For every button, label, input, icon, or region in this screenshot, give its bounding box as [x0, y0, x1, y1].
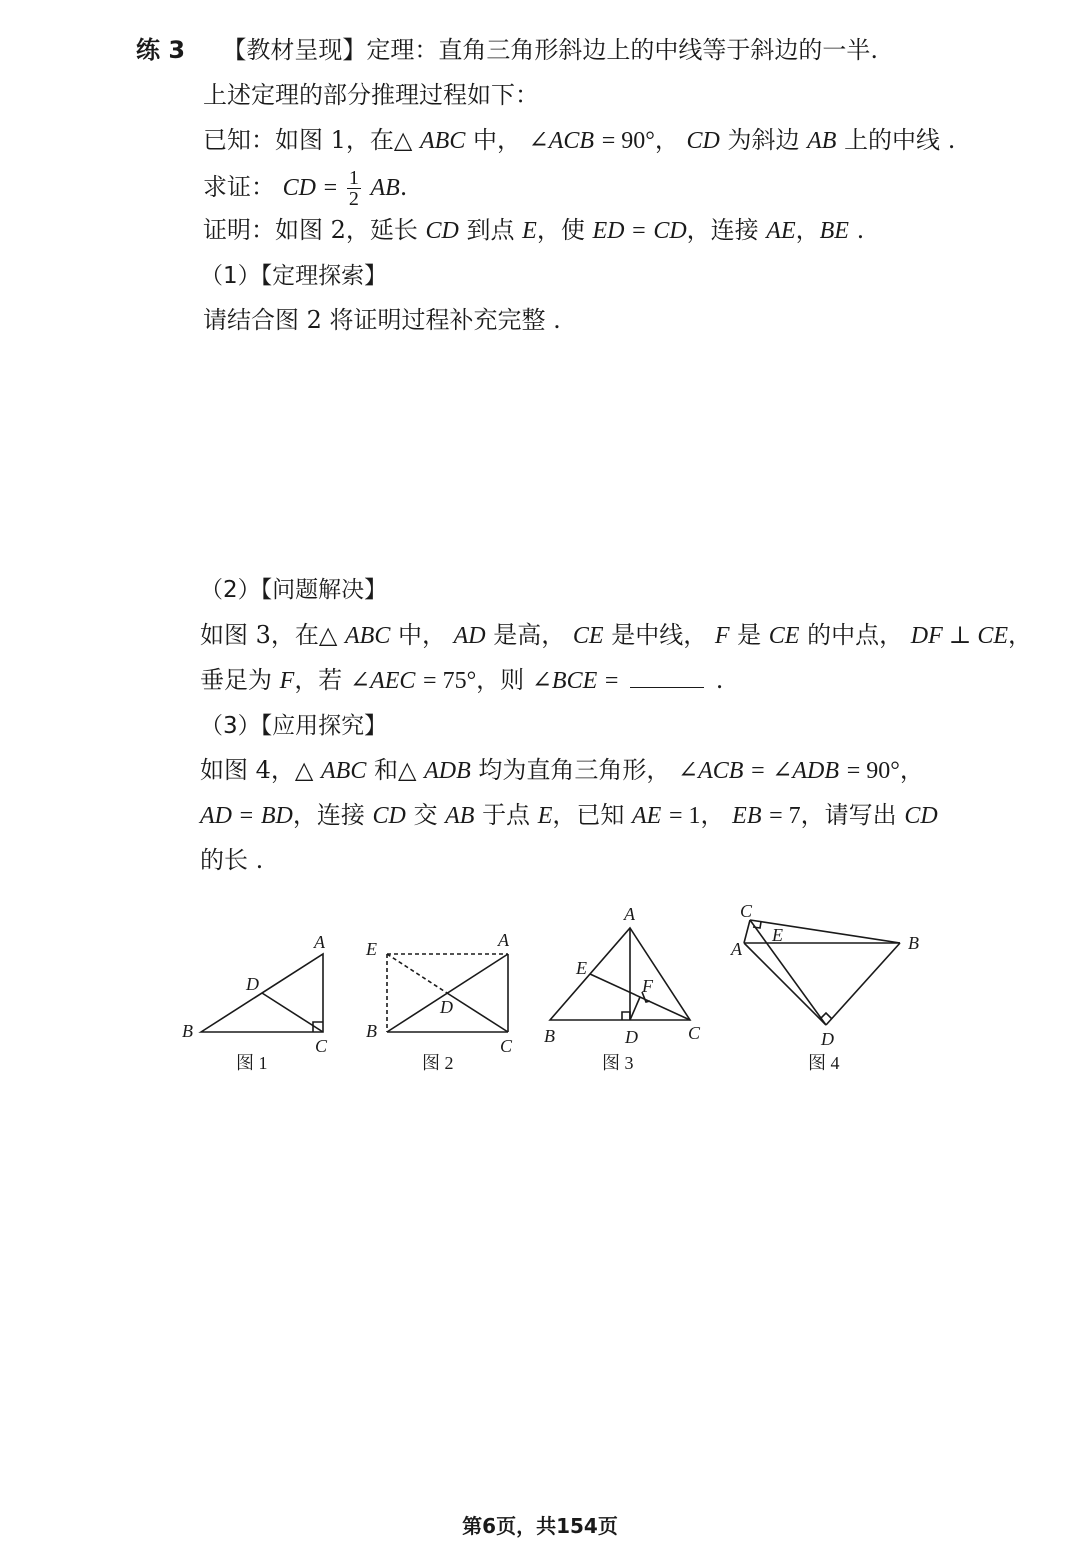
part3-text: 均为直角三角形， — [478, 756, 671, 784]
math-expr: CD — [372, 803, 406, 829]
prove-text: . — [399, 173, 408, 201]
fig4-segment-ad — [744, 943, 826, 1025]
fig1-label-b: B — [182, 1021, 193, 1041]
part3-text: 交 — [413, 801, 438, 829]
fig1-caption: 图 1 — [236, 1053, 268, 1073]
fig2-segment-ed — [387, 954, 447, 993]
proof-text: ，使 — [536, 216, 585, 244]
fig2-caption: 图 2 — [422, 1053, 454, 1073]
math-expr: ED — [592, 218, 625, 244]
fig3-label-f: F — [642, 976, 653, 996]
fig2-label-a: A — [498, 930, 509, 950]
fig2-label-d: D — [440, 997, 453, 1017]
fig4-label-c: C — [740, 901, 753, 921]
theorem-statement: 【教材呈现】定理：直角三角形斜边上的中线等于斜边的一半. — [222, 36, 878, 64]
math-expr: CD — [686, 128, 720, 154]
part1-instruction — [203, 304, 561, 336]
intro-line — [203, 79, 539, 111]
math-expr: CE — [768, 623, 800, 649]
math-expr: = 90°， — [601, 128, 679, 154]
fig3-label-c: C — [688, 1023, 701, 1043]
math-expr: CE — [572, 623, 604, 649]
math-expr: F — [279, 668, 295, 694]
exercise-heading — [136, 34, 878, 66]
math-expr: ∠ACB — [528, 128, 595, 154]
fig4-caption: 图 4 — [808, 1053, 840, 1073]
fig2-label-b: B — [366, 1021, 377, 1041]
math-expr: = — [239, 803, 254, 829]
proof-text: 证明：如图 2，延长 — [203, 216, 418, 244]
math-expr: = — [323, 175, 338, 201]
proof-text: 到点 — [466, 216, 515, 244]
math-expr: AB — [807, 128, 837, 154]
math-expr: = 7，请写出 — [769, 803, 897, 829]
fig4-label-b: B — [908, 933, 919, 953]
page-footer: 第6页，共154页 — [462, 1514, 618, 1538]
part3-title: （3）【应用探究】 — [200, 713, 388, 739]
math-expr: BD — [260, 803, 293, 829]
math-expr: AB — [445, 803, 475, 829]
fraction-one-half — [347, 168, 361, 209]
math-expr: CD — [653, 218, 687, 244]
part2-text: . — [715, 666, 724, 694]
math-expr: AB — [370, 175, 400, 201]
given-text: 为斜边 — [727, 126, 800, 154]
given-line — [203, 124, 955, 157]
fig3-segment-df — [630, 997, 640, 1020]
given-text: 已知：如图 1，在△ — [203, 126, 413, 154]
part2-text: 的中点， — [807, 621, 904, 649]
math-expr: = 1， — [668, 803, 725, 829]
part2-text: 是中线， — [611, 621, 708, 649]
part1-heading — [200, 259, 387, 292]
part2-title: （2）【问题解决】 — [200, 577, 388, 603]
part1-text: 请结合图 2 将证明过程补充完整 . — [203, 306, 561, 334]
fraction-denominator: 2 — [348, 188, 359, 210]
part2-text: ，若 — [294, 666, 343, 694]
fig3-triangle-abc — [550, 928, 690, 1020]
part3-text: ，连接 — [292, 801, 365, 829]
fig3-label-a: A — [624, 904, 635, 924]
part3-text: 如图 4，△ — [200, 756, 314, 784]
fig1-label-a: A — [314, 932, 325, 952]
fig3-right-angle-mark-d — [622, 1012, 630, 1020]
math-expr: ∠BCE — [531, 668, 598, 694]
part3-text: 于点 — [482, 801, 531, 829]
math-expr: F — [714, 623, 730, 649]
answer-blank[interactable] — [630, 665, 704, 688]
math-expr: = — [751, 758, 765, 784]
math-expr: ABC — [420, 128, 466, 154]
given-text: 上的中线 . — [844, 126, 956, 154]
part2-text: 中， — [397, 621, 446, 649]
math-expr: E — [537, 803, 553, 829]
math-expr: CD — [904, 803, 938, 829]
figure-4-diagram — [744, 920, 900, 1025]
part2-heading — [200, 573, 387, 606]
fig2-label-c: C — [500, 1036, 513, 1056]
part3-line2 — [200, 799, 938, 832]
math-expr: ABC — [345, 623, 391, 649]
math-expr: AE — [766, 218, 796, 244]
math-expr: AE — [632, 803, 662, 829]
math-expr: AD — [453, 623, 486, 649]
math-expr: E — [522, 218, 537, 244]
part3-text: ，已知 — [552, 801, 625, 829]
math-expr: ∠ADB — [772, 758, 840, 784]
fig4-segment-bd — [826, 943, 900, 1025]
part2-line1 — [200, 619, 1032, 652]
given-text: 中， — [472, 126, 521, 154]
fig4-label-e: E — [772, 925, 783, 945]
intro-text: 上述定理的部分推理过程如下： — [203, 81, 539, 109]
figure-2-diagram — [387, 954, 508, 1032]
math-expr: = — [604, 668, 619, 694]
math-expr: = — [632, 218, 646, 244]
proof-text: ，连接 — [686, 216, 759, 244]
fig3-caption: 图 3 — [602, 1053, 634, 1073]
math-expr: = 75°，则 — [423, 668, 525, 694]
part3-heading — [200, 709, 387, 742]
math-expr: = 90°， — [846, 758, 924, 784]
fig3-label-b: B — [544, 1026, 555, 1046]
fig4-label-d: D — [821, 1029, 834, 1049]
fig3-label-d: D — [625, 1027, 638, 1047]
proof-line — [203, 214, 864, 247]
fig2-label-e: E — [366, 939, 377, 959]
math-expr: BE — [819, 218, 849, 244]
fig2-segment-dc — [447, 993, 508, 1032]
figure-3-diagram — [550, 928, 690, 1020]
proof-text: . — [856, 216, 865, 244]
prove-text: 求证： — [203, 173, 275, 201]
exercise-label: 练 3 — [136, 36, 186, 64]
fig1-median-cd — [262, 993, 323, 1032]
part2-text: 是高， — [493, 621, 566, 649]
fraction-numerator: 1 — [348, 167, 359, 189]
math-expr: CD — [282, 175, 316, 201]
prove-line — [203, 168, 407, 209]
math-expr: ∠ACB — [678, 758, 744, 784]
math-expr: ∠AEC — [349, 668, 416, 694]
part2-text: 如图 3，在△ — [200, 621, 338, 649]
geometry-figures — [170, 890, 950, 1090]
math-expr: DF ⊥ CE — [910, 623, 1008, 649]
part2-text: 垂足为 — [200, 666, 272, 694]
fig4-label-a: A — [731, 939, 742, 959]
part2-text: ， — [1007, 621, 1032, 649]
fig4-right-angle-mark-d — [820, 1013, 832, 1019]
math-expr: ABC — [321, 758, 367, 784]
part3-text: 的长 . — [200, 846, 264, 874]
part2-line2 — [200, 664, 723, 697]
math-expr: EB — [732, 803, 762, 829]
fig4-segment-ca — [744, 920, 750, 943]
fig1-label-d: D — [246, 974, 259, 994]
part1-title: （1）【定理探索】 — [200, 263, 388, 289]
math-expr: ADB — [424, 758, 471, 784]
fig1-label-c: C — [315, 1036, 328, 1056]
math-expr: CD — [425, 218, 459, 244]
part2-text: 是 — [737, 621, 762, 649]
fig4-segment-cd — [750, 920, 826, 1025]
part3-text: 和△ — [373, 756, 417, 784]
part3-line1 — [200, 754, 924, 787]
fig3-label-e: E — [576, 958, 587, 978]
part3-line3 — [200, 844, 263, 876]
math-expr: AD — [200, 803, 232, 829]
figure-1-diagram — [201, 954, 323, 1032]
proof-text: ， — [795, 216, 820, 244]
